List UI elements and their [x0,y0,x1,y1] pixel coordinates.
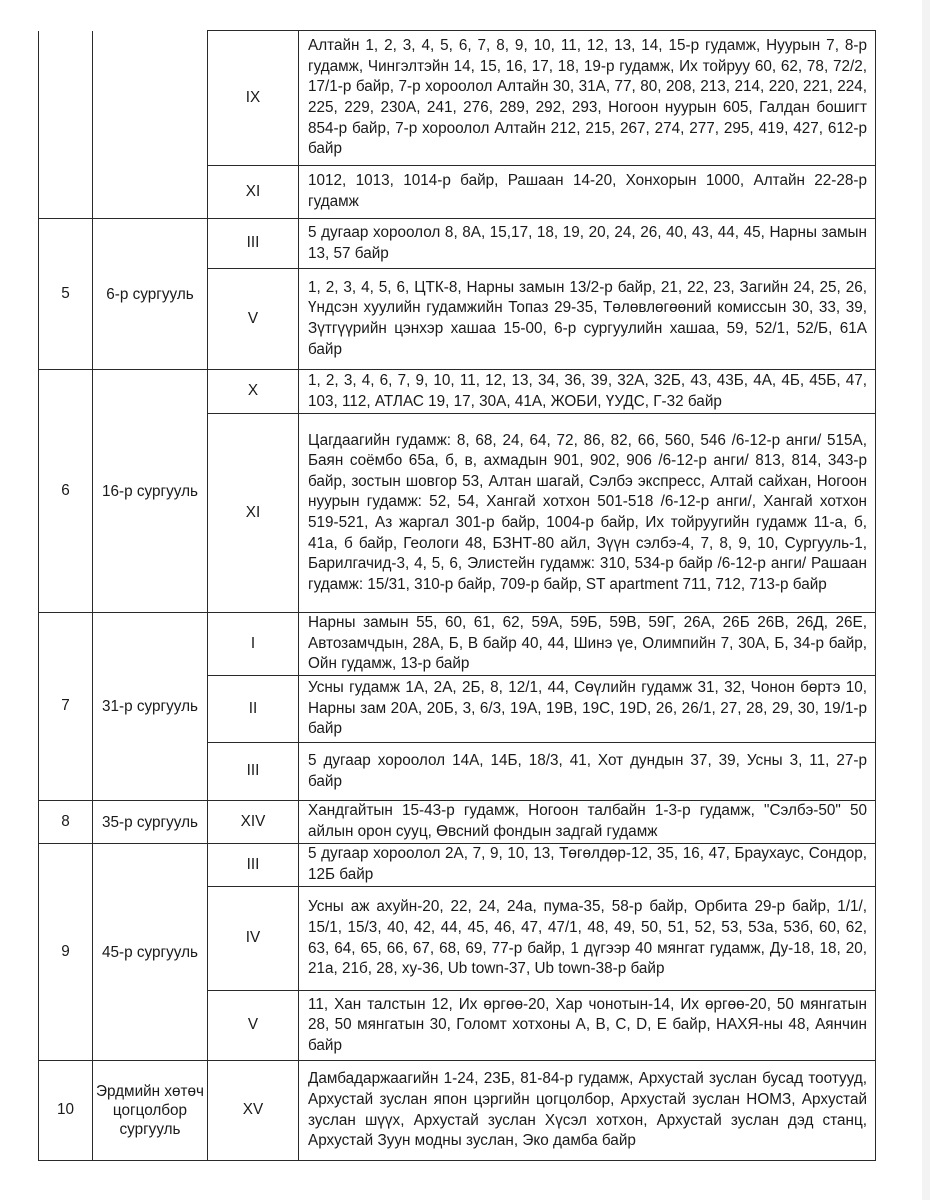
khoroo-number: XI [208,414,299,613]
khoroo-number: IV [208,887,299,991]
address-list: Нарны замын 55, 60, 61, 62, 59А, 59Б, 59В, 59Г, 26А, 26Б 26В, 26Д, 26Е, Автозамчдын, 28А, Б, В байр 40, 44, Шинэ үе, Олимпийн 7, 30А, Б, 34-р байр, Ойн гудамж, 13-р байр [299,613,876,676]
khoroo-number: I [208,613,299,676]
khoroo-number: II [208,676,299,743]
row-number: 6 [39,370,93,613]
table-row [39,370,876,414]
school-name: 16-р сургууль [93,370,208,613]
row-number: 10 [39,1061,93,1161]
address-list: Усны аж ахуйн-20, 22, 24, 24а, пума-35, 58-р байр, Орбита 29-р байр, 1/1/, 15/1, 15/3, 40, 42, 44, 45, 46, 47, 47/1, 48, 49, 50, 51, 52, 53, 53а, 53б, 60, 62, 63, 64, 65, 66, 67, 68, 69, 77-р байр, 1 дүгээр 40 мянгат гудамж, Ду-18, 18, 20, 21а, 21б, 28, ху-36, Ub town-37, Ub town-38-р байр [299,887,876,991]
table-row [39,219,876,269]
address-list: Алтайн 1, 2, 3, 4, 5, 6, 7, 8, 9, 10, 11, 12, 13, 14, 15-р гудамж, Нуурын 7, 8-р гудамж, Чингэлтэйн 14, 15, 16, 17, 18, 19-р гудамж, Их тойруу 60, 62, 78, 72/2, 17/1-р байр, 7-р хороолол Алтайн 30, 31А, 77, 80, 208, 213, 214, 220, 221, 224, 225, 229, 230А, 241, 276, 289, 292, 293, Ногоон нуурын 605, Галдан бошигт 854-р байр, 7-р хороолол Алтайн 212, 215, 267, 274, 277, 295, 419, 427, 612-р байр [299,31,876,166]
khoroo-number: V [208,991,299,1061]
row-number: 9 [39,844,93,1061]
school-name: Эрдмийн хөтөч цогцолбор сургууль [93,1061,208,1161]
khoroo-number: V [208,269,299,370]
address-list: 11, Хан талстын 12, Их өргөө-20, Хар чонотын-14, Их өргөө-20, 50 мянгатын 28, 50 мянгатын 30, Голомт хотхоны А, В, С, D, Е байр, НАХЯ-ны 48, Аянчин байр [299,991,876,1061]
address-list: 1, 2, 3, 4, 6, 7, 9, 10, 11, 12, 13, 34, 36, 39, 32А, 32Б, 43, 43Б, 4А, 4Б, 45Б, 47, 103, 112, АТЛАС 19, 17, 30А, 41А, ЖОБИ, ҮУДС, Г-32 байр [299,370,876,414]
school-name [93,31,208,219]
khoroo-number: III [208,743,299,801]
table-row [39,801,876,844]
address-list: Цагдаагийн гудамж: 8, 68, 24, 64, 72, 86, 82, 66, 560, 546 /6-12-р анги/ 515А, Баян соёмбо 65а, б, в, ахмадын 901, 902, 906 /6-12-р анги/ 813, 814, 343-р байр, зостын шовгор 53, Алтан шагай, Сэлбэ экспресс, Алтай сайхан, Ногоон нуурын гудамж: 52, 54, Хангай хотхон 501-518 /6-12-р анги/, Хангай хотхон 519-521, Аз жаргал 301-р байр, 1004-р байр, Их тойруугийн гудамж 11-а, б, 41а, б байр, Геологи 48, БЗНТ-80 айл, Зүүн сэлбэ-4, 7, 8, 9, 10, Сургууль-1, Барилгачид-3, 4, 5, 6, Элистейн гудамж: 310, 534-р байр /6-12-р анги/ Рашаан гудамж: 15/31, 310-р байр, 709-р байр, ST apartment 711, 712, 713-р байр [299,414,876,613]
khoroo-number: XV [208,1061,299,1161]
khoroo-number: X [208,370,299,414]
table-row [39,613,876,676]
khoroo-number: XI [208,166,299,219]
school-name: 6-р сургууль [93,219,208,370]
school-name: 31-р сургууль [93,613,208,801]
address-list: Хандгайтын 15-43-р гудамж, Ногоон талбайн 1-3-р гудамж, "Сэлбэ-50" 50 айлын орон сууц, Өвсний фондын задгай гудамж [299,801,876,844]
khoroo-number: XIV [208,801,299,844]
address-list: 5 дугаар хороолол 2А, 7, 9, 10, 13, Төгөлдөр-12, 35, 16, 47, Браухаус, Сондор, 12Б байр [299,844,876,887]
address-list: Усны гудамж 1А, 2А, 2Б, 8, 12/1, 44, Сөүлийн гудамж 31, 32, Чонон бөртэ 10, Нарны зам 20А, 20Б, 3, 6/3, 19А, 19В, 19С, 19D, 26, 26/1, 27, 28, 29, 30, 19/1-р байр [299,676,876,743]
table-row [39,1061,876,1161]
table-row [39,844,876,887]
address-list: 5 дугаар хороолол 14А, 14Б, 18/3, 41, Хот дундын 37, 39, Усны 3, 11, 27-р байр [299,743,876,801]
school-name: 35-р сургууль [93,801,208,844]
khoroo-number: III [208,219,299,269]
school-district-table [38,30,876,1161]
address-list: 5 дугаар хороолол 8, 8А, 15,17, 18, 19, 20, 24, 26, 40, 43, 44, 45, Нарны замын 13, 57 байр [299,219,876,269]
row-number: 8 [39,801,93,844]
address-list: 1012, 1013, 1014-р байр, Рашаан 14-20, Хонхорын 1000, Алтайн 22-28-р гудамж [299,166,876,219]
row-number: 5 [39,219,93,370]
scan-edge [922,0,930,1200]
table-row [39,31,876,166]
row-number: 7 [39,613,93,801]
address-list: 1, 2, 3, 4, 5, 6, ЦТК-8, Нарны замын 13/2-р байр, 21, 22, 23, Загийн 24, 25, 26, Үндсэн хуулийн гудамжийн Топаз 29-35, Төлөвлөгөөний комиссын 30, 33, 39, Зүтгүүрийн цэнхэр хашаа 15-00, 6-р сургуулийн хашаа, 59, 52/1, 52/Б, 61А байр [299,269,876,370]
khoroo-number: IX [208,31,299,166]
address-list: Дамбадаржаагийн 1-24, 23Б, 81-84-р гудамж, Архустай зуслан бусад тоотууд, Архустай зуслан япон цэргийн цогцолбор, Архустай зуслан НОМЗ, Архустай зуслан шүүх, Архустай зуслан Хүсэл хотхон, Архустай зуслан дэд станц, Архустай Зуун модны зуслан, Эко дамба байр [299,1061,876,1161]
khoroo-number: III [208,844,299,887]
row-number [39,31,93,219]
school-name: 45-р сургууль [93,844,208,1061]
